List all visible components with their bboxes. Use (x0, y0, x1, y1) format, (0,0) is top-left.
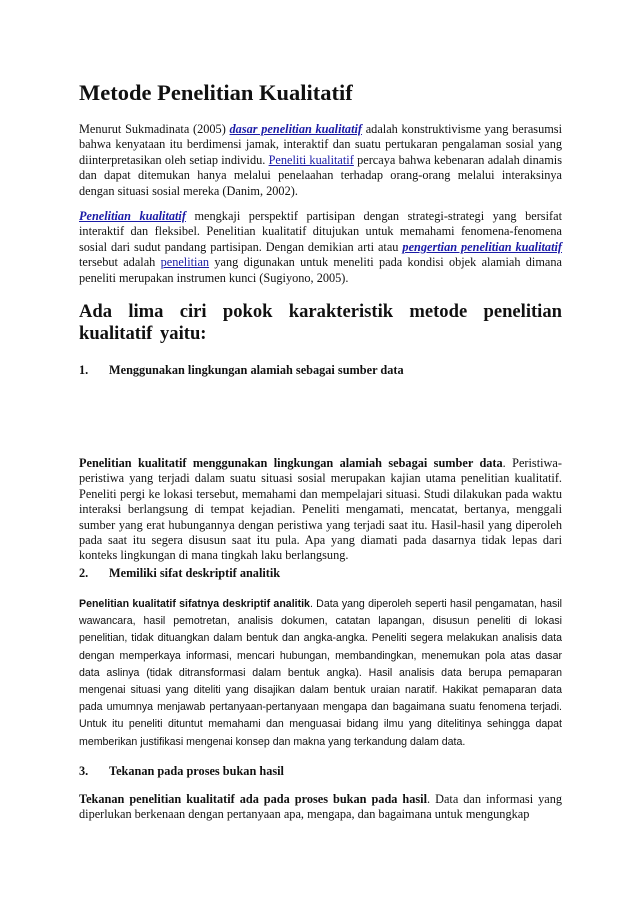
link-penelitian-kualitatif[interactable]: Penelitian kualitatif (79, 209, 186, 223)
paragraph-intro: Menurut Sukmadinata (2005) dasar penelitian kualitatif adalah konstruktivisme yang berasumsi bahwa kenyataan itu berdimensi jamak, interaktif dan suatu pertukaran pengalaman sosial yang diinterpretasikan oleh setiap individu. Peneliti kualitatif percaya bahwa kebenaran adalah dinamis dan dapat ditemukan hanya melalui penelaahan terhadap orang-orang melalui interaksinya dengan situasi sosial mereka (Danim, 2002). (79, 122, 562, 198)
link-penelitian[interactable]: penelitian (160, 255, 210, 270)
paragraph-item-3: Tekanan penelitian kualitatif ada pada proses bukan pada hasil. Data dan informasi yang diperlukan berkenaan dengan pertanyaan apa, mengapa, dan bagaimana untuk mengungkap (79, 792, 563, 822)
link-pengertian-penelitian-kualitatif[interactable]: pengertian penelitian kualitatif (402, 239, 562, 254)
page-title: Metode Penelitian Kualitatif (79, 80, 353, 105)
list-item-1: 1. Menggunakan lingkungan alamiah sebagai sumber data (79, 363, 404, 377)
list-item-3: 3. Tekanan pada proses bukan hasil (79, 764, 284, 778)
section-heading: Ada lima ciri pokok karakteristik metode penelitian kualitatif yaitu: (79, 301, 562, 344)
list-item-2: 2. Memiliki sifat deskriptif analitik (79, 566, 281, 580)
paragraph-definition: Penelitian kualitatif mengkaji perspektif partisipan dengan strategi-strategi yang bersifat interaktif dan fleksibel. Penelitian kualitatif ditujukan untuk memahami fenomena-fenomena sosial dari sudut pandang partisipan. Dengan demikian arti atau pengertian penelitian kualitatif tersebut adalah penelitian yang digunakan untuk meneliti pada kondisi objek alamiah dimana peneliti merupakan instrumen kunci (Sugiyono, 2005). (79, 209, 562, 285)
link-peneliti-kualitatif[interactable]: Peneliti kualitatif (268, 152, 354, 167)
paragraph-item-2: Penelitian kualitatif sifatnya deskriptif analitik. Data yang diperoleh seperti hasil pengamatan, hasil wawancara, hasil pemotretan, analisis dokumen, catatan lapangan, disusun peneliti di lokasi penelitian, tidak dituangkan dalam bentuk dan angka-angka. Peneliti segera melakukan analisis data dengan memperkaya informasi, mencari hubungan, membandingkan, menemukan pola atas dasar data aslinya (tidak ditransformasi dalam bentuk angka). Hasil analisis data berupa pemaparan mengenai situasi yang diteliti yang disajikan dalam bentuk uraian naratif. Hakikat pemaparan data pada umumnya menjawab pertanyaan-pertanyaan mengapa dan bagaimana suatu fenomena terjadi. Untuk itu peneliti dituntut memahami dan menguasai bidang ilmu yang ditelitinya sehingga dapat memberikan justifikasi mengenai konsep dan makna yang terkandung dalam data. (79, 598, 562, 748)
link-dasar-penelitian-kualitatif[interactable]: dasar penelitian kualitatif (229, 122, 362, 136)
paragraph-item-1: Penelitian kualitatif menggunakan lingkungan alamiah sebagai sumber data. Peristiwa-peristiwa yang terjadi dalam suatu situasi sosial merupakan kajian utama penelitian kualitatif. Peneliti pergi ke lokasi tersebut, memahami dan mempelajari situasi. Studi dilakukan pada waktu interaksi berlangsung di tempat kejadian. Peneliti mengamati, mencatat, bertanya, menggali sumber yang erat hubungannya dengan peristiwa yang terjadi saat itu. Hasil-hasil yang diperoleh pada saat itu segera disusun saat itu pula. Apa yang diamati pada dasarnya tidak lepas dari konteks lingkungan di mana tingkah laku berlangsung. (79, 456, 562, 563)
